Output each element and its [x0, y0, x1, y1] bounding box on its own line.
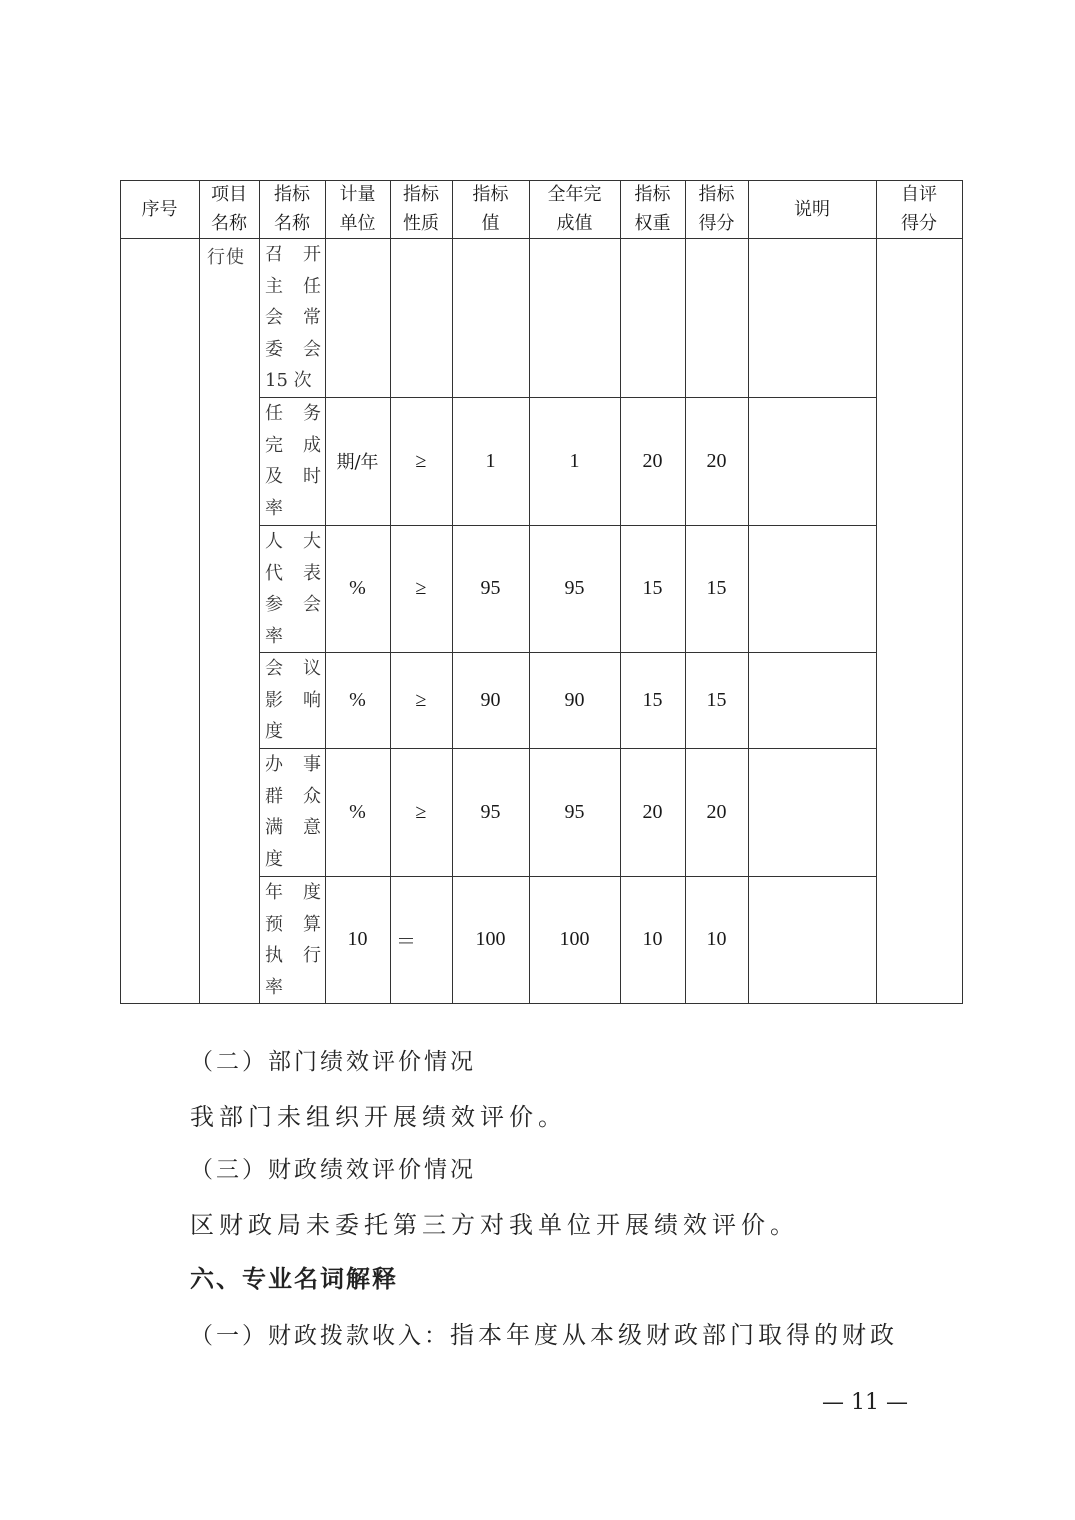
- column-header: [529, 180, 620, 238]
- cell-note: [748, 652, 876, 748]
- indicator-name-char: 满: [265, 817, 283, 838]
- cell-note: [748, 397, 876, 525]
- column-header-line1: 自评: [901, 184, 937, 205]
- indicator-name-char: 众: [303, 785, 321, 807]
- indicator-name-char: 15 次: [265, 370, 312, 391]
- dept-eval-text: 我部门未组织开展绩效评价。: [190, 1103, 567, 1131]
- column-header: [452, 180, 529, 238]
- indicator-name-char: 度: [265, 848, 283, 870]
- indicator-name-char: 任: [303, 275, 321, 297]
- cell-unit: 10: [347, 928, 368, 950]
- cell-nature: ≥: [415, 577, 427, 599]
- cell-score: 20: [706, 449, 727, 472]
- indicator-name-char: 人: [265, 531, 283, 552]
- column-header-line2: 名称: [211, 213, 247, 234]
- indicator-name-char: 行: [303, 945, 321, 966]
- table-border-bottom: [120, 1003, 963, 1004]
- dept-eval-heading: （二）部门绩效评价情况: [190, 1049, 476, 1075]
- cell-actual: 100: [559, 928, 590, 950]
- indicator-name-char: 预: [265, 913, 283, 935]
- fin-eval-text: 区财政局未委托第三方对我单位开展绩效评价。: [190, 1211, 799, 1239]
- column-rule: [199, 180, 200, 1003]
- indicator-name-char: 会: [265, 658, 283, 679]
- cell-score: 10: [706, 928, 727, 950]
- column-header: [325, 180, 390, 238]
- cell-nature: ≥: [415, 449, 427, 472]
- glossary-item-1-label: （一）财政拨款收入：: [190, 1323, 450, 1349]
- column-header-line2: 成值: [556, 213, 593, 234]
- indicator-name-char: 务: [303, 403, 321, 424]
- cell-unit: 期/年: [336, 452, 379, 473]
- cell-target: 95: [480, 800, 501, 823]
- column-rule: [962, 180, 963, 1003]
- indicator-name-char: 大: [303, 531, 321, 552]
- column-header-line2: 单位: [339, 213, 376, 234]
- indicator-name-char: 代: [265, 562, 283, 584]
- page-number: — 11 —: [822, 1390, 908, 1415]
- column-header-line2: 性质: [403, 213, 439, 234]
- indicator-name: [261, 398, 325, 524]
- cell-actual: 95: [564, 800, 585, 823]
- column-header-line1: 项目: [211, 184, 247, 205]
- indicator-name-char: 事: [303, 754, 321, 775]
- project-name: 行使: [207, 247, 245, 268]
- cell-target: 100: [475, 928, 506, 950]
- cell-weight: 10: [642, 928, 663, 950]
- cell-note: [748, 525, 876, 652]
- cell-unit: [325, 238, 390, 397]
- column-rule: [876, 180, 877, 1003]
- column-header: [199, 180, 259, 238]
- indicator-name-char: 算: [303, 913, 321, 935]
- indicator-name-char: 会: [303, 594, 321, 615]
- indicator-name-char: 度: [303, 882, 321, 903]
- column-header-line1: 指标: [274, 184, 310, 205]
- cell-unit: %: [349, 688, 366, 711]
- indicator-name-char: 影: [265, 689, 283, 711]
- cell-note: [748, 748, 876, 876]
- cell-note: [748, 876, 876, 1003]
- column-header: [259, 180, 325, 238]
- column-header-line1: 计量: [339, 184, 376, 205]
- indicator-name-char: 意: [303, 817, 321, 838]
- indicator-name-char: 响: [303, 689, 321, 711]
- cell-actual: 1: [569, 449, 580, 472]
- glossary-item-1: [190, 1315, 898, 1350]
- indicator-name-char: 办: [265, 754, 283, 775]
- cell-actual: 90: [564, 688, 585, 711]
- indicator-name-char: 完: [265, 434, 283, 456]
- indicator-name: [261, 239, 325, 397]
- indicator-name-char: 率: [265, 976, 283, 998]
- indicator-name-char: 主: [265, 275, 283, 297]
- cell-actual: [529, 238, 620, 397]
- indicator-name-char: 任: [265, 403, 283, 424]
- cell-score: 20: [706, 800, 727, 823]
- indicator-name-char: 议: [303, 658, 321, 679]
- cell-nature: ＝: [396, 931, 416, 953]
- indicator-name: [261, 749, 325, 875]
- cell-target: 90: [480, 688, 501, 711]
- cell-target: 95: [480, 577, 501, 599]
- cell-note: [748, 238, 876, 397]
- cell-target: [452, 238, 529, 397]
- indicator-name-char: 群: [265, 785, 283, 807]
- column-header: [876, 180, 962, 238]
- column-rule: [120, 180, 121, 1003]
- column-header-line2: 名称: [274, 213, 310, 234]
- indicator-name-char: 会: [265, 307, 283, 328]
- column-header-line2: 值: [481, 213, 500, 234]
- column-header-line1: 说明: [794, 198, 830, 220]
- fin-eval-heading: （三）财政绩效评价情况: [190, 1157, 476, 1183]
- cell-target: 1: [485, 449, 496, 472]
- cell-nature: ≥: [415, 688, 427, 711]
- cell-weight: 15: [642, 577, 663, 599]
- column-header-line1: 指标: [698, 184, 735, 205]
- column-header-line1: 指标: [634, 184, 671, 205]
- cell-weight: 20: [642, 449, 663, 472]
- indicator-name-char: 执: [265, 945, 283, 966]
- cell-nature: [390, 238, 452, 397]
- indicator-name-char: 度: [265, 721, 283, 742]
- cell-nature: ≥: [415, 800, 427, 823]
- indicator-name-char: 开: [303, 244, 321, 265]
- indicator-name-char: 时: [303, 466, 321, 487]
- cell-weight: 20: [642, 800, 663, 823]
- indicator-name-char: 率: [265, 625, 283, 647]
- cell-weight: [620, 238, 685, 397]
- glossary-heading: 六、专业名词解释: [190, 1265, 398, 1293]
- cell-score: 15: [706, 688, 727, 711]
- indicator-name-char: 及: [265, 466, 283, 487]
- cell-unit: %: [349, 577, 366, 599]
- column-header: [685, 180, 748, 238]
- cell-unit: %: [349, 800, 366, 823]
- cell-actual: 95: [564, 577, 585, 599]
- column-header: [120, 180, 199, 238]
- column-header-line1: 指标: [472, 184, 509, 205]
- indicator-name-char: 委: [265, 338, 283, 360]
- cell-score: [685, 238, 748, 397]
- indicator-name-char: 年: [265, 882, 283, 903]
- column-header-line2: 权重: [634, 213, 671, 234]
- indicator-name: [261, 653, 325, 748]
- column-header: [390, 180, 452, 238]
- column-header-line2: 得分: [901, 213, 937, 234]
- cell-score: 15: [706, 577, 727, 599]
- column-rule: [259, 180, 260, 1003]
- indicator-name-char: 召: [265, 244, 283, 265]
- indicator-name-char: 表: [303, 562, 321, 584]
- column-header-line1: 指标: [403, 184, 439, 205]
- indicator-name: [261, 526, 325, 652]
- indicator-name-char: 参: [265, 594, 283, 615]
- column-header-line1: 序号: [141, 198, 178, 220]
- column-header: [748, 180, 876, 238]
- column-header-line1: 全年完: [547, 184, 602, 205]
- column-header-line2: 得分: [698, 213, 735, 234]
- cell-weight: 15: [642, 688, 663, 711]
- indicator-name: [261, 877, 325, 1003]
- column-header: [620, 180, 685, 238]
- glossary-item-1-text: 指本年度从本级财政部门取得的财政: [450, 1321, 898, 1349]
- indicator-name-char: 率: [265, 497, 283, 519]
- indicator-name-char: 会: [303, 338, 321, 360]
- indicator-name-char: 成: [303, 434, 321, 456]
- indicator-name-char: 常: [303, 307, 321, 328]
